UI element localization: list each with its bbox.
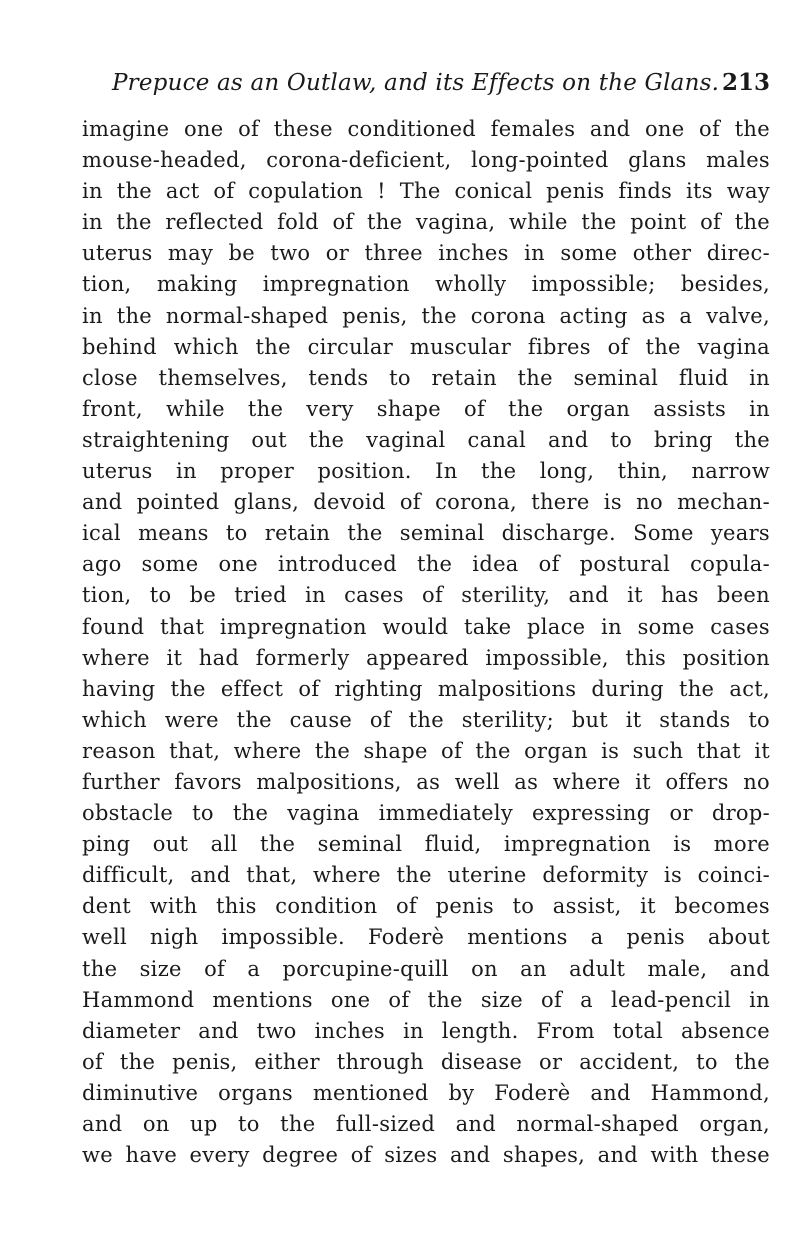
running-title: Prepuce as an Outlaw, and its Effects on the Glans. <box>112 70 720 96</box>
text-line: and pointed glans, devoid of corona, there is no mechan- <box>82 490 770 515</box>
text-line: uterus in proper position. In the long, thin, narrow <box>82 459 770 484</box>
running-head <box>82 66 770 100</box>
text-line: having the effect of righting malpositions during the act, <box>82 676 770 701</box>
text-line: mouse-headed, corona-deficient, long-pointed glans males <box>82 148 770 173</box>
text-line: tion, making impregnation wholly impossible; besides, <box>82 272 770 297</box>
text-line: of the penis, either through disease or accident, to the <box>82 1049 770 1074</box>
text-line: ping out all the seminal fluid, impregnation is more <box>82 832 770 857</box>
text-line: in the act of copulation ! The conical penis finds its way <box>82 179 770 204</box>
text-line: uterus may be two or three inches in some other direc- <box>82 241 770 266</box>
text-line: ago some one introduced the idea of postural copula- <box>82 552 770 577</box>
text-line: well nigh impossible. Foderè mentions a penis about <box>82 925 770 950</box>
text-line: found that impregnation would take place in some cases <box>82 614 770 639</box>
body-paragraph <box>82 114 770 1171</box>
text-line: behind which the circular muscular fibres of the vagina <box>82 334 770 359</box>
text-line: Hammond mentions one of the size of a lead-pencil in <box>82 987 770 1012</box>
text-line: diameter and two inches in length. From total absence <box>82 1018 770 1043</box>
text-line: where it had formerly appeared impossible, this position <box>82 645 770 670</box>
text-line: further favors malpositions, as well as where it offers no <box>82 769 770 794</box>
text-line: imagine one of these conditioned females and one of the <box>82 117 770 141</box>
text-line: the size of a porcupine-quill on an adult male, and <box>82 956 770 981</box>
text-line: front, while the very shape of the organ assists in <box>82 396 770 421</box>
text-line: we have every degree of sizes and shapes, and with these <box>82 1143 770 1168</box>
text-line: in the reflected fold of the vagina, while the point of the <box>82 210 770 235</box>
text-line: in the normal-shaped penis, the corona acting as a valve, <box>82 303 770 328</box>
text-line: obstacle to the vagina immediately expressing or drop- <box>82 801 770 826</box>
text-line: and on up to the full-sized and normal-shaped organ, <box>82 1112 770 1136</box>
text-line: dent with this condition of penis to assist, it becomes <box>82 894 770 919</box>
text-line: diminutive organs mentioned by Foderè and Hammond, <box>82 1080 770 1105</box>
text-line: which were the cause of the sterility; but it stands to <box>82 707 770 732</box>
text-line: ical means to retain the seminal discharge. Some years <box>82 521 770 546</box>
text-line: close themselves, tends to retain the seminal fluid in <box>82 365 770 390</box>
text-line: difficult, and that, where the uterine deformity is coinci- <box>82 863 770 888</box>
text-line: tion, to be tried in cases of sterility, and it has been <box>82 583 770 608</box>
text-line: straightening out the vaginal canal and to bring the <box>82 427 770 452</box>
page-number: 213 <box>721 69 770 96</box>
text-line: reason that, where the shape of the organ is such that it <box>82 738 770 763</box>
